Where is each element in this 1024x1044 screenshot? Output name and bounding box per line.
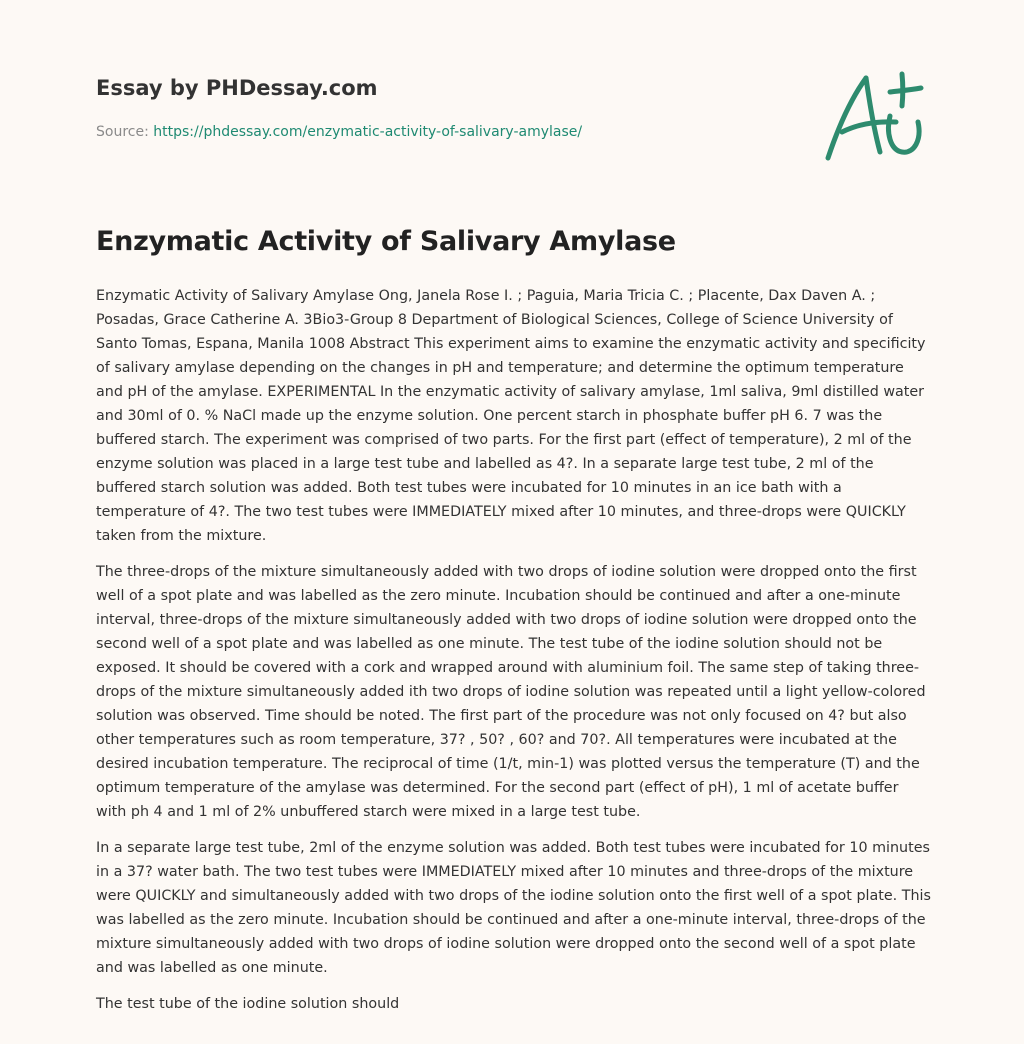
essay-body — [96, 284, 932, 1028]
essay-paragraph: In a separate large test tube, 2ml of the enzyme solution was added. Both test tubes were incubated for 10 minutes in a 37? water bath. The two test tubes were IMMEDIATELY mixed after 10 minutes and three-drops of the mixture were QUICKLY and simultaneously added with two drops of the iodine solution onto the first well of a spot plate. This was labelled as the zero minute. Incubation should be continued and after a one-minute interval, three-drops of the mixture simultaneously added with two drops of iodine solution were dropped onto the second well of a spot plate and was labelled as one minute. — [96, 840, 931, 976]
source-line — [96, 124, 582, 140]
a-plus-icon — [820, 66, 930, 166]
source-link[interactable]: https://phdessay.com/enzymatic-activity-of-salivary-amylase/ — [153, 124, 583, 140]
source-label: Source: — [96, 124, 154, 140]
essay-title: Enzymatic Activity of Salivary Amylase — [96, 226, 676, 257]
essay-paragraph: Enzymatic Activity of Salivary Amylase Ong, Janela Rose I. ; Paguia, Maria Tricia C. ; Placente, Dax Daven A. ; Posadas, Grace Catherine A. 3Bio3-Group 8 Department of Biological Sciences, College of Science University of Santo Tomas, Espana, Manila 1008 Abstract This experiment aims to examine the enzymatic activity and specificity of salivary amylase depending on the changes in pH and temperature; and determine the optimum temperature and pH of the amylase. EXPERIMENTAL In the enzymatic activity of salivary amylase, 1ml saliva, 9ml distilled water and 30ml of 0. % NaCl made up the enzyme solution. One percent starch in phosphate buffer pH 6. 7 was the buffered starch. The experiment was comprised of two parts. For the first part (effect of temperature), 2 ml of the enzyme solution was placed in a large test tube and labelled as 4?. In a separate large test tube, 2 ml of the buffered starch solution was added. Both test tubes were incubated for 10 minutes in an ice bath with a temperature of 4?. The two test tubes were IMMEDIATELY mixed after 10 minutes, and three-drops were QUICKLY taken from the mixture. — [96, 288, 926, 544]
site-brand: Essay by PHDessay.com — [96, 76, 378, 100]
essay-paragraph: The test tube of the iodine solution should — [96, 996, 400, 1012]
essay-paragraph: The three-drops of the mixture simultaneously added with two drops of iodine solution were dropped onto the first well of a spot plate and was labelled as the zero minute. Incubation should be continued and after a one-minute interval, three-drops of the mixture simultaneously added with two drops of iodine solution were dropped onto the second well of a spot plate and was labelled as one minute. The test tube of the iodine solution should not be exposed. It should be covered with a cork and wrapped around with aluminium foil. The same step of taking three-drops of the mixture simultaneously added ith two drops of iodine solution was repeated until a light yellow-colored solution was observed. Time should be noted. The first part of the procedure was not only focused on 4? but also other temperatures such as room temperature, 37? , 50? , 60? and 70?. All temperatures were incubated at the desired incubation temperature. The reciprocal of time (1/t, min-1) was plotted versus the temperature (T) and the optimum temperature of the amylase was determined. For the second part (effect of pH), 1 ml of acetate buffer with ph 4 and 1 ml of 2% unbuffered starch were mixed in a large test tube. — [96, 564, 926, 820]
